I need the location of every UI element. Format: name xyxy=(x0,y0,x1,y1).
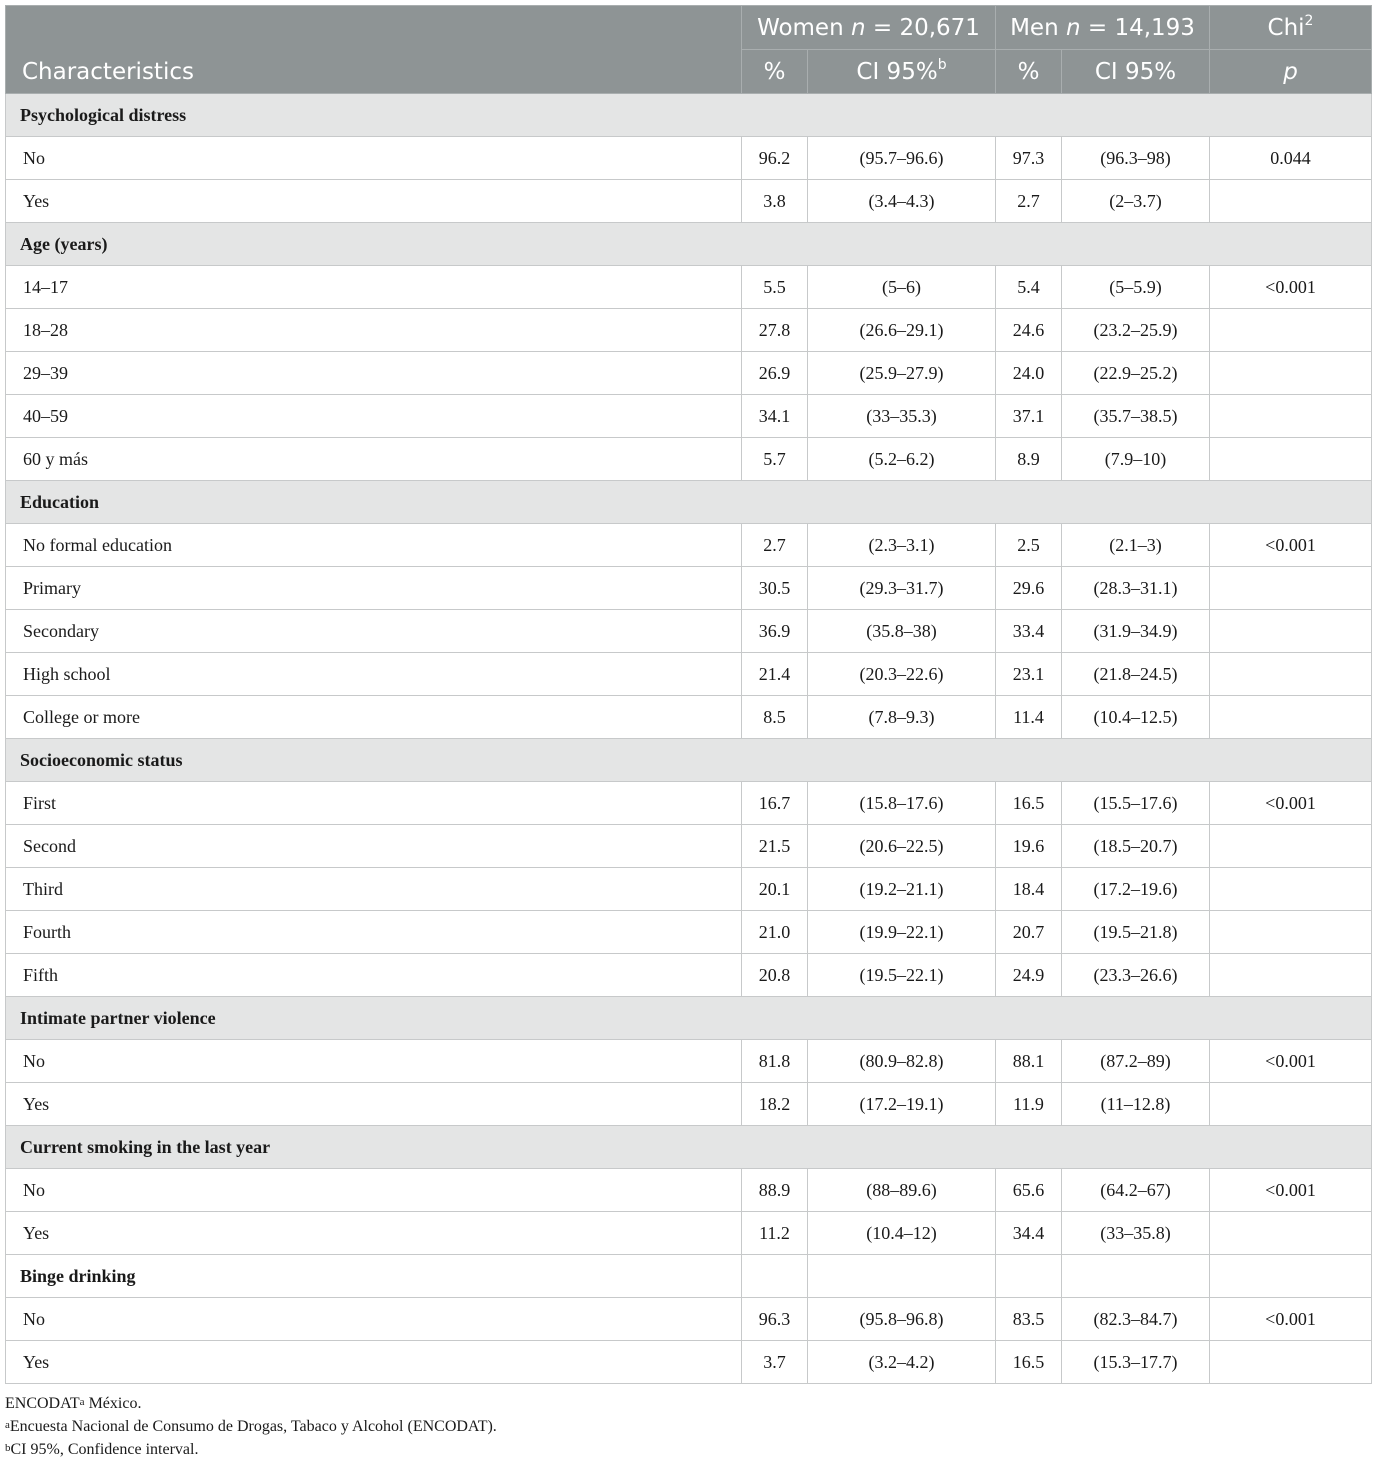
men-pct-cell: 29.6 xyxy=(996,567,1062,610)
section-title: Age (years) xyxy=(6,223,1372,266)
row-label: Yes xyxy=(6,1341,742,1384)
table-row xyxy=(6,1040,1372,1083)
table-row xyxy=(6,567,1372,610)
table-row xyxy=(6,954,1372,997)
men-ci-cell: (10.4–12.5) xyxy=(1062,696,1210,739)
footnote-source-post: México. xyxy=(84,1395,142,1412)
men-pct-cell: 33.4 xyxy=(996,610,1062,653)
women-ci-cell: (5.2–6.2) xyxy=(808,438,996,481)
characteristics-table xyxy=(5,5,1372,1384)
men-pct-cell: 97.3 xyxy=(996,137,1062,180)
section-title: Psychological distress xyxy=(6,94,1372,137)
footnotes xyxy=(5,1392,497,1461)
men-pct-cell: 37.1 xyxy=(996,395,1062,438)
women-ci-cell: (20.6–22.5) xyxy=(808,825,996,868)
row-label: No xyxy=(6,1298,742,1341)
empty-cell xyxy=(742,1255,808,1298)
men-pct-cell: 65.6 xyxy=(996,1169,1062,1212)
table-row xyxy=(6,610,1372,653)
women-ci-cell: (10.4–12) xyxy=(808,1212,996,1255)
men-pct-cell: 88.1 xyxy=(996,1040,1062,1083)
men-pct-cell: 18.4 xyxy=(996,868,1062,911)
section-header-row xyxy=(6,739,1372,782)
women-ci-cell: (33–35.3) xyxy=(808,395,996,438)
row-label: First xyxy=(6,782,742,825)
men-ci-cell: (15.5–17.6) xyxy=(1062,782,1210,825)
row-label: 18–28 xyxy=(6,309,742,352)
footnote-a-sup: a xyxy=(5,1419,10,1431)
men-pct-cell: 24.9 xyxy=(996,954,1062,997)
table-row xyxy=(6,352,1372,395)
men-ci-cell: (15.3–17.7) xyxy=(1062,1341,1210,1384)
women-ci-cell: (20.3–22.6) xyxy=(808,653,996,696)
row-label: Yes xyxy=(6,1083,742,1126)
row-label: No xyxy=(6,1040,742,1083)
p-value-cell xyxy=(1210,1212,1372,1255)
women-pct-cell: 26.9 xyxy=(742,352,808,395)
table-row xyxy=(6,868,1372,911)
table-row xyxy=(6,1341,1372,1384)
table-row xyxy=(6,438,1372,481)
header-women-pct: % xyxy=(742,50,808,94)
row-label: Second xyxy=(6,825,742,868)
men-ci-cell: (96.3–98) xyxy=(1062,137,1210,180)
women-ci-cell: (80.9–82.8) xyxy=(808,1040,996,1083)
women-pct-cell: 16.7 xyxy=(742,782,808,825)
women-ci-cell: (3.4–4.3) xyxy=(808,180,996,223)
section-header-row xyxy=(6,1255,1372,1298)
p-value-cell xyxy=(1210,1341,1372,1384)
header-men-label: Men xyxy=(1010,14,1059,41)
men-ci-cell: (5–5.9) xyxy=(1062,266,1210,309)
men-ci-cell: (19.5–21.8) xyxy=(1062,911,1210,954)
data-table-container xyxy=(5,5,1371,1384)
p-value-cell xyxy=(1210,1083,1372,1126)
women-pct-cell: 96.3 xyxy=(742,1298,808,1341)
header-women-n: n xyxy=(850,14,866,41)
men-pct-cell: 16.5 xyxy=(996,1341,1062,1384)
women-pct-cell: 3.7 xyxy=(742,1341,808,1384)
men-ci-cell: (2–3.7) xyxy=(1062,180,1210,223)
men-ci-cell: (82.3–84.7) xyxy=(1062,1298,1210,1341)
women-pct-cell: 88.9 xyxy=(742,1169,808,1212)
men-ci-cell: (7.9–10) xyxy=(1062,438,1210,481)
women-ci-cell: (5–6) xyxy=(808,266,996,309)
p-value-cell: <0.001 xyxy=(1210,1298,1372,1341)
table-row xyxy=(6,309,1372,352)
row-label: Third xyxy=(6,868,742,911)
header-men-ci: CI 95% xyxy=(1062,50,1210,94)
row-label: Fourth xyxy=(6,911,742,954)
women-pct-cell: 5.7 xyxy=(742,438,808,481)
men-ci-cell: (18.5–20.7) xyxy=(1062,825,1210,868)
men-ci-cell: (64.2–67) xyxy=(1062,1169,1210,1212)
header-women-ci xyxy=(808,50,996,94)
row-label: Yes xyxy=(6,180,742,223)
footnote-b-sup: b xyxy=(5,1442,11,1454)
p-value-cell: <0.001 xyxy=(1210,1040,1372,1083)
header-p: p xyxy=(1210,50,1372,94)
women-ci-cell: (88–89.6) xyxy=(808,1169,996,1212)
women-pct-cell: 81.8 xyxy=(742,1040,808,1083)
header-characteristics: Characteristics xyxy=(6,6,742,94)
women-pct-cell: 30.5 xyxy=(742,567,808,610)
row-label: 29–39 xyxy=(6,352,742,395)
men-pct-cell: 5.4 xyxy=(996,266,1062,309)
footnote-source xyxy=(5,1392,497,1415)
men-ci-cell: (22.9–25.2) xyxy=(1062,352,1210,395)
row-label: Secondary xyxy=(6,610,742,653)
men-ci-cell: (23.3–26.6) xyxy=(1062,954,1210,997)
men-ci-cell: (21.8–24.5) xyxy=(1062,653,1210,696)
women-pct-cell: 8.5 xyxy=(742,696,808,739)
section-title: Binge drinking xyxy=(6,1255,742,1298)
p-value-cell xyxy=(1210,395,1372,438)
women-ci-cell: (35.8–38) xyxy=(808,610,996,653)
women-ci-cell: (19.2–21.1) xyxy=(808,868,996,911)
women-ci-cell: (95.8–96.8) xyxy=(808,1298,996,1341)
empty-cell xyxy=(996,1255,1062,1298)
women-pct-cell: 18.2 xyxy=(742,1083,808,1126)
p-value-cell xyxy=(1210,911,1372,954)
header-chi-label: Chi xyxy=(1267,14,1305,41)
table-header xyxy=(6,6,1372,94)
row-label: No xyxy=(6,1169,742,1212)
header-women-label: Women xyxy=(757,14,844,41)
header-women-ci-label: CI 95% xyxy=(856,58,938,85)
p-value-cell xyxy=(1210,610,1372,653)
header-chi-sup: 2 xyxy=(1304,12,1314,29)
women-ci-cell: (7.8–9.3) xyxy=(808,696,996,739)
table-row xyxy=(6,825,1372,868)
row-label: High school xyxy=(6,653,742,696)
table-row xyxy=(6,180,1372,223)
women-pct-cell: 5.5 xyxy=(742,266,808,309)
header-men xyxy=(996,6,1210,50)
women-ci-cell: (3.2–4.2) xyxy=(808,1341,996,1384)
table-row xyxy=(6,395,1372,438)
women-ci-cell: (2.3–3.1) xyxy=(808,524,996,567)
women-ci-cell: (25.9–27.9) xyxy=(808,352,996,395)
p-value-cell xyxy=(1210,868,1372,911)
women-pct-cell: 96.2 xyxy=(742,137,808,180)
section-header-row xyxy=(6,94,1372,137)
table-row xyxy=(6,911,1372,954)
p-value-cell xyxy=(1210,180,1372,223)
header-women-n-value: = 20,671 xyxy=(872,14,980,41)
p-value-cell: <0.001 xyxy=(1210,1169,1372,1212)
p-value-cell xyxy=(1210,954,1372,997)
table-row xyxy=(6,266,1372,309)
p-value-cell: <0.001 xyxy=(1210,782,1372,825)
p-value-cell xyxy=(1210,309,1372,352)
p-value-cell: <0.001 xyxy=(1210,266,1372,309)
header-chi xyxy=(1210,6,1372,50)
men-pct-cell: 11.9 xyxy=(996,1083,1062,1126)
women-ci-cell: (26.6–29.1) xyxy=(808,309,996,352)
table-row xyxy=(6,653,1372,696)
men-pct-cell: 24.6 xyxy=(996,309,1062,352)
table-row xyxy=(6,1169,1372,1212)
empty-cell xyxy=(1210,1255,1372,1298)
women-pct-cell: 21.0 xyxy=(742,911,808,954)
men-pct-cell: 8.9 xyxy=(996,438,1062,481)
section-header-row xyxy=(6,997,1372,1040)
footnote-source-pre: ENCODAT xyxy=(5,1395,80,1412)
footnote-b-text: CI 95%, Confidence interval. xyxy=(10,1441,199,1458)
men-pct-cell: 24.0 xyxy=(996,352,1062,395)
footnote-b xyxy=(5,1438,497,1461)
footnote-a-text: Encuesta Nacional de Consumo de Drogas, Tabaco y Alcohol (ENCODAT). xyxy=(9,1418,497,1435)
section-title: Socioeconomic status xyxy=(6,739,1372,782)
table-row xyxy=(6,782,1372,825)
men-ci-cell: (35.7–38.5) xyxy=(1062,395,1210,438)
row-label: 40–59 xyxy=(6,395,742,438)
p-value-cell xyxy=(1210,653,1372,696)
women-pct-cell: 20.8 xyxy=(742,954,808,997)
men-pct-cell: 2.7 xyxy=(996,180,1062,223)
empty-cell xyxy=(1062,1255,1210,1298)
empty-cell xyxy=(808,1255,996,1298)
p-value-cell xyxy=(1210,352,1372,395)
section-title: Intimate partner violence xyxy=(6,997,1372,1040)
footnote-a xyxy=(5,1415,497,1438)
men-pct-cell: 20.7 xyxy=(996,911,1062,954)
table-row xyxy=(6,1298,1372,1341)
women-ci-cell: (17.2–19.1) xyxy=(808,1083,996,1126)
section-title: Current smoking in the last year xyxy=(6,1126,1372,1169)
women-ci-cell: (19.9–22.1) xyxy=(808,911,996,954)
women-pct-cell: 36.9 xyxy=(742,610,808,653)
p-value-cell: 0.044 xyxy=(1210,137,1372,180)
men-pct-cell: 23.1 xyxy=(996,653,1062,696)
header-women xyxy=(742,6,996,50)
women-pct-cell: 27.8 xyxy=(742,309,808,352)
men-ci-cell: (11–12.8) xyxy=(1062,1083,1210,1126)
women-pct-cell: 2.7 xyxy=(742,524,808,567)
women-pct-cell: 20.1 xyxy=(742,868,808,911)
p-value-cell: <0.001 xyxy=(1210,524,1372,567)
p-value-cell xyxy=(1210,567,1372,610)
p-value-cell xyxy=(1210,825,1372,868)
footnote-source-sup: a xyxy=(79,1396,85,1408)
men-ci-cell: (17.2–19.6) xyxy=(1062,868,1210,911)
header-men-pct: % xyxy=(996,50,1062,94)
section-header-row xyxy=(6,481,1372,524)
table-row xyxy=(6,524,1372,567)
men-ci-cell: (28.3–31.1) xyxy=(1062,567,1210,610)
men-pct-cell: 34.4 xyxy=(996,1212,1062,1255)
women-pct-cell: 11.2 xyxy=(742,1212,808,1255)
p-value-cell xyxy=(1210,696,1372,739)
header-men-n: n xyxy=(1065,14,1081,41)
men-ci-cell: (2.1–3) xyxy=(1062,524,1210,567)
women-ci-cell: (19.5–22.1) xyxy=(808,954,996,997)
header-men-n-value: = 14,193 xyxy=(1087,14,1195,41)
men-ci-cell: (87.2–89) xyxy=(1062,1040,1210,1083)
row-label: Primary xyxy=(6,567,742,610)
women-ci-cell: (95.7–96.6) xyxy=(808,137,996,180)
row-label: College or more xyxy=(6,696,742,739)
table-row xyxy=(6,696,1372,739)
women-pct-cell: 3.8 xyxy=(742,180,808,223)
header-women-ci-sup: b xyxy=(937,56,947,73)
women-pct-cell: 21.5 xyxy=(742,825,808,868)
men-pct-cell: 19.6 xyxy=(996,825,1062,868)
men-ci-cell: (31.9–34.9) xyxy=(1062,610,1210,653)
table-row xyxy=(6,1212,1372,1255)
row-label: Yes xyxy=(6,1212,742,1255)
row-label: No formal education xyxy=(6,524,742,567)
section-header-row xyxy=(6,223,1372,266)
table-body xyxy=(6,94,1372,1384)
section-title: Education xyxy=(6,481,1372,524)
men-ci-cell: (23.2–25.9) xyxy=(1062,309,1210,352)
table-row xyxy=(6,1083,1372,1126)
section-header-row xyxy=(6,1126,1372,1169)
men-ci-cell: (33–35.8) xyxy=(1062,1212,1210,1255)
men-pct-cell: 83.5 xyxy=(996,1298,1062,1341)
row-label: No xyxy=(6,137,742,180)
row-label: 60 y más xyxy=(6,438,742,481)
women-pct-cell: 21.4 xyxy=(742,653,808,696)
p-value-cell xyxy=(1210,438,1372,481)
women-ci-cell: (29.3–31.7) xyxy=(808,567,996,610)
table-row xyxy=(6,137,1372,180)
men-pct-cell: 16.5 xyxy=(996,782,1062,825)
men-pct-cell: 11.4 xyxy=(996,696,1062,739)
row-label: 14–17 xyxy=(6,266,742,309)
women-ci-cell: (15.8–17.6) xyxy=(808,782,996,825)
women-pct-cell: 34.1 xyxy=(742,395,808,438)
men-pct-cell: 2.5 xyxy=(996,524,1062,567)
row-label: Fifth xyxy=(6,954,742,997)
